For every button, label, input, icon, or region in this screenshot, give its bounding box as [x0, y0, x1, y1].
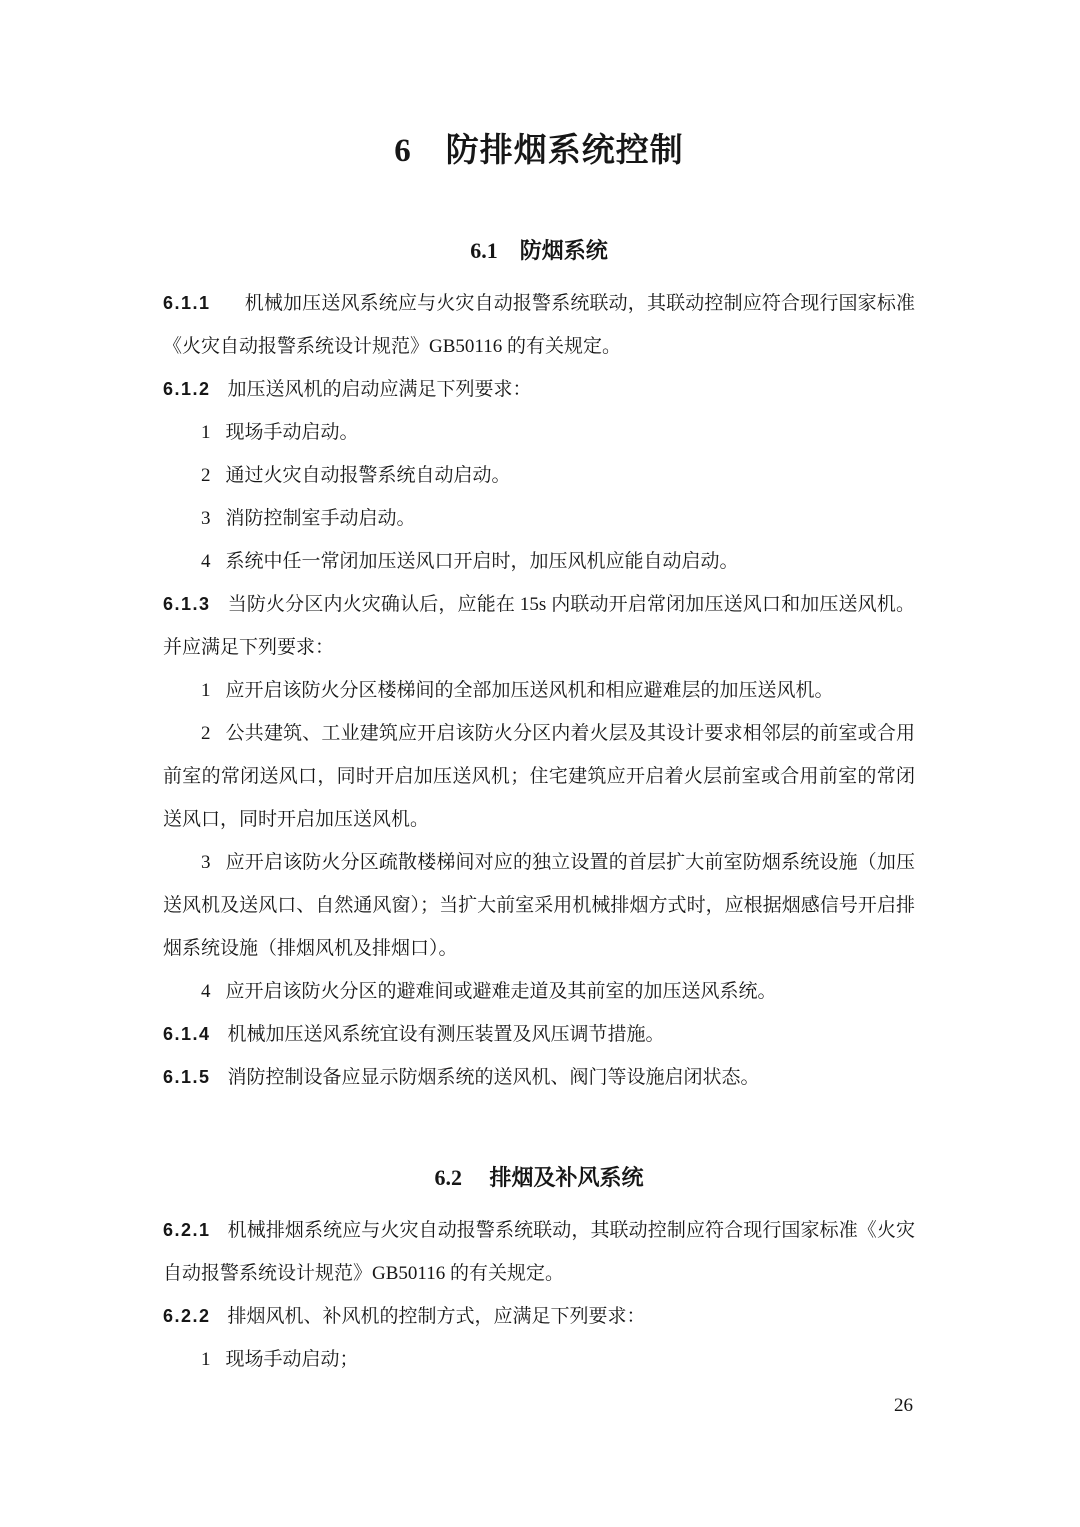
item-text: 消防控制室手动启动。 [225, 508, 416, 529]
item-text: 系统中任一常闭加压送风口开启时，加压风机应能自动启动。 [225, 551, 739, 572]
item-number: 3 [201, 852, 211, 873]
clause-6-1-5 [163, 1056, 915, 1099]
clause-6-1-1 [163, 282, 915, 368]
item-number: 1 [201, 422, 211, 443]
clause-6-1-3-item-1 [163, 669, 915, 712]
item-text: 现场手动启动； [225, 1349, 359, 1370]
item-number: 2 [201, 465, 211, 486]
clause-number: 6.1.1 [163, 293, 211, 313]
clause-number: 6.1.2 [163, 379, 211, 399]
item-number: 1 [201, 680, 211, 701]
clause-number: 6.2.1 [163, 1220, 211, 1240]
item-number: 3 [201, 508, 211, 529]
item-text: 应开启该防火分区的避难间或避难走道及其前室的加压送风系统。 [225, 981, 777, 1002]
item-number: 1 [201, 1349, 211, 1370]
clause-6-1-2-item-3 [163, 497, 915, 540]
clause-text: 当防火分区内火灾确认后，应能在 15s 内联动开启常闭加压送风口和加压送风机。并应满足下列要求： [163, 594, 915, 658]
clause-text: 消防控制设备应显示防烟系统的送风机、阀门等设施启闭状态。 [227, 1067, 760, 1088]
clause-6-1-4 [163, 1013, 915, 1056]
section-heading-6-1: 6.1 防烟系统 [470, 238, 608, 263]
clause-6-1-2-item-2 [163, 454, 915, 497]
clause-text: 加压送风机的启动应满足下列要求： [227, 379, 532, 400]
page-number: 26 [894, 1395, 913, 1416]
section-heading-6-2: 6.2 排烟及补风系统 [434, 1165, 644, 1190]
clause-6-1-3-item-4 [163, 970, 915, 1013]
clause-6-1-3 [163, 583, 915, 669]
item-text: 应开启该防火分区楼梯间的全部加压送风机和相应避难层的加压送风机。 [225, 680, 834, 701]
clause-number: 6.1.3 [163, 594, 211, 614]
clause-number: 6.1.4 [163, 1024, 211, 1044]
item-number: 2 [201, 723, 211, 744]
clause-6-2-1 [163, 1209, 915, 1295]
clause-6-1-2 [163, 368, 915, 411]
clause-6-2-2 [163, 1295, 915, 1338]
clause-text: 排烟风机、补风机的控制方式，应满足下列要求： [227, 1306, 646, 1327]
item-number: 4 [201, 981, 211, 1002]
clause-6-1-3-item-2 [163, 712, 915, 841]
item-number: 4 [201, 551, 211, 572]
clause-text: 机械加压送风系统宜设有测压装置及风压调节措施。 [227, 1024, 665, 1045]
clause-6-1-3-item-3 [163, 841, 915, 970]
clause-number: 6.1.5 [163, 1067, 211, 1087]
item-text: 通过火灾自动报警系统自动启动。 [225, 465, 511, 486]
section-6-1-body [163, 282, 915, 1099]
clause-6-1-2-item-4 [163, 540, 915, 583]
item-text: 应开启该防火分区疏散楼梯间对应的独立设置的首层扩大前室防烟系统设施（加压送风机及送风口、自然通风窗）；当扩大前室采用机械排烟方式时，应根据烟感信号开启排烟系统设施（排烟风机及排烟口）。 [163, 852, 915, 959]
chapter-title: 6 防排烟系统控制 [394, 133, 684, 169]
clause-number: 6.2.2 [163, 1306, 211, 1326]
clause-text: 机械排烟系统应与火灾自动报警系统联动，其联动控制应符合现行国家标准《火灾自动报警系统设计规范》GB50116 的有关规定。 [163, 1220, 915, 1284]
item-text: 公共建筑、工业建筑应开启该防火分区内着火层及其设计要求相邻层的前室或合用前室的常闭送风口，同时开启加压送风机；住宅建筑应开启着火层前室或合用前室的常闭送风口，同时开启加压送风机。 [163, 723, 915, 830]
item-text: 现场手动启动。 [225, 422, 359, 443]
clause-6-2-2-item-1 [163, 1338, 915, 1381]
clause-text: 机械加压送风系统应与火灾自动报警系统联动，其联动控制应符合现行国家标准《火灾自动报警系统设计规范》GB50116 的有关规定。 [163, 293, 915, 357]
clause-6-1-2-item-1 [163, 411, 915, 454]
section-6-2-body [163, 1209, 915, 1381]
